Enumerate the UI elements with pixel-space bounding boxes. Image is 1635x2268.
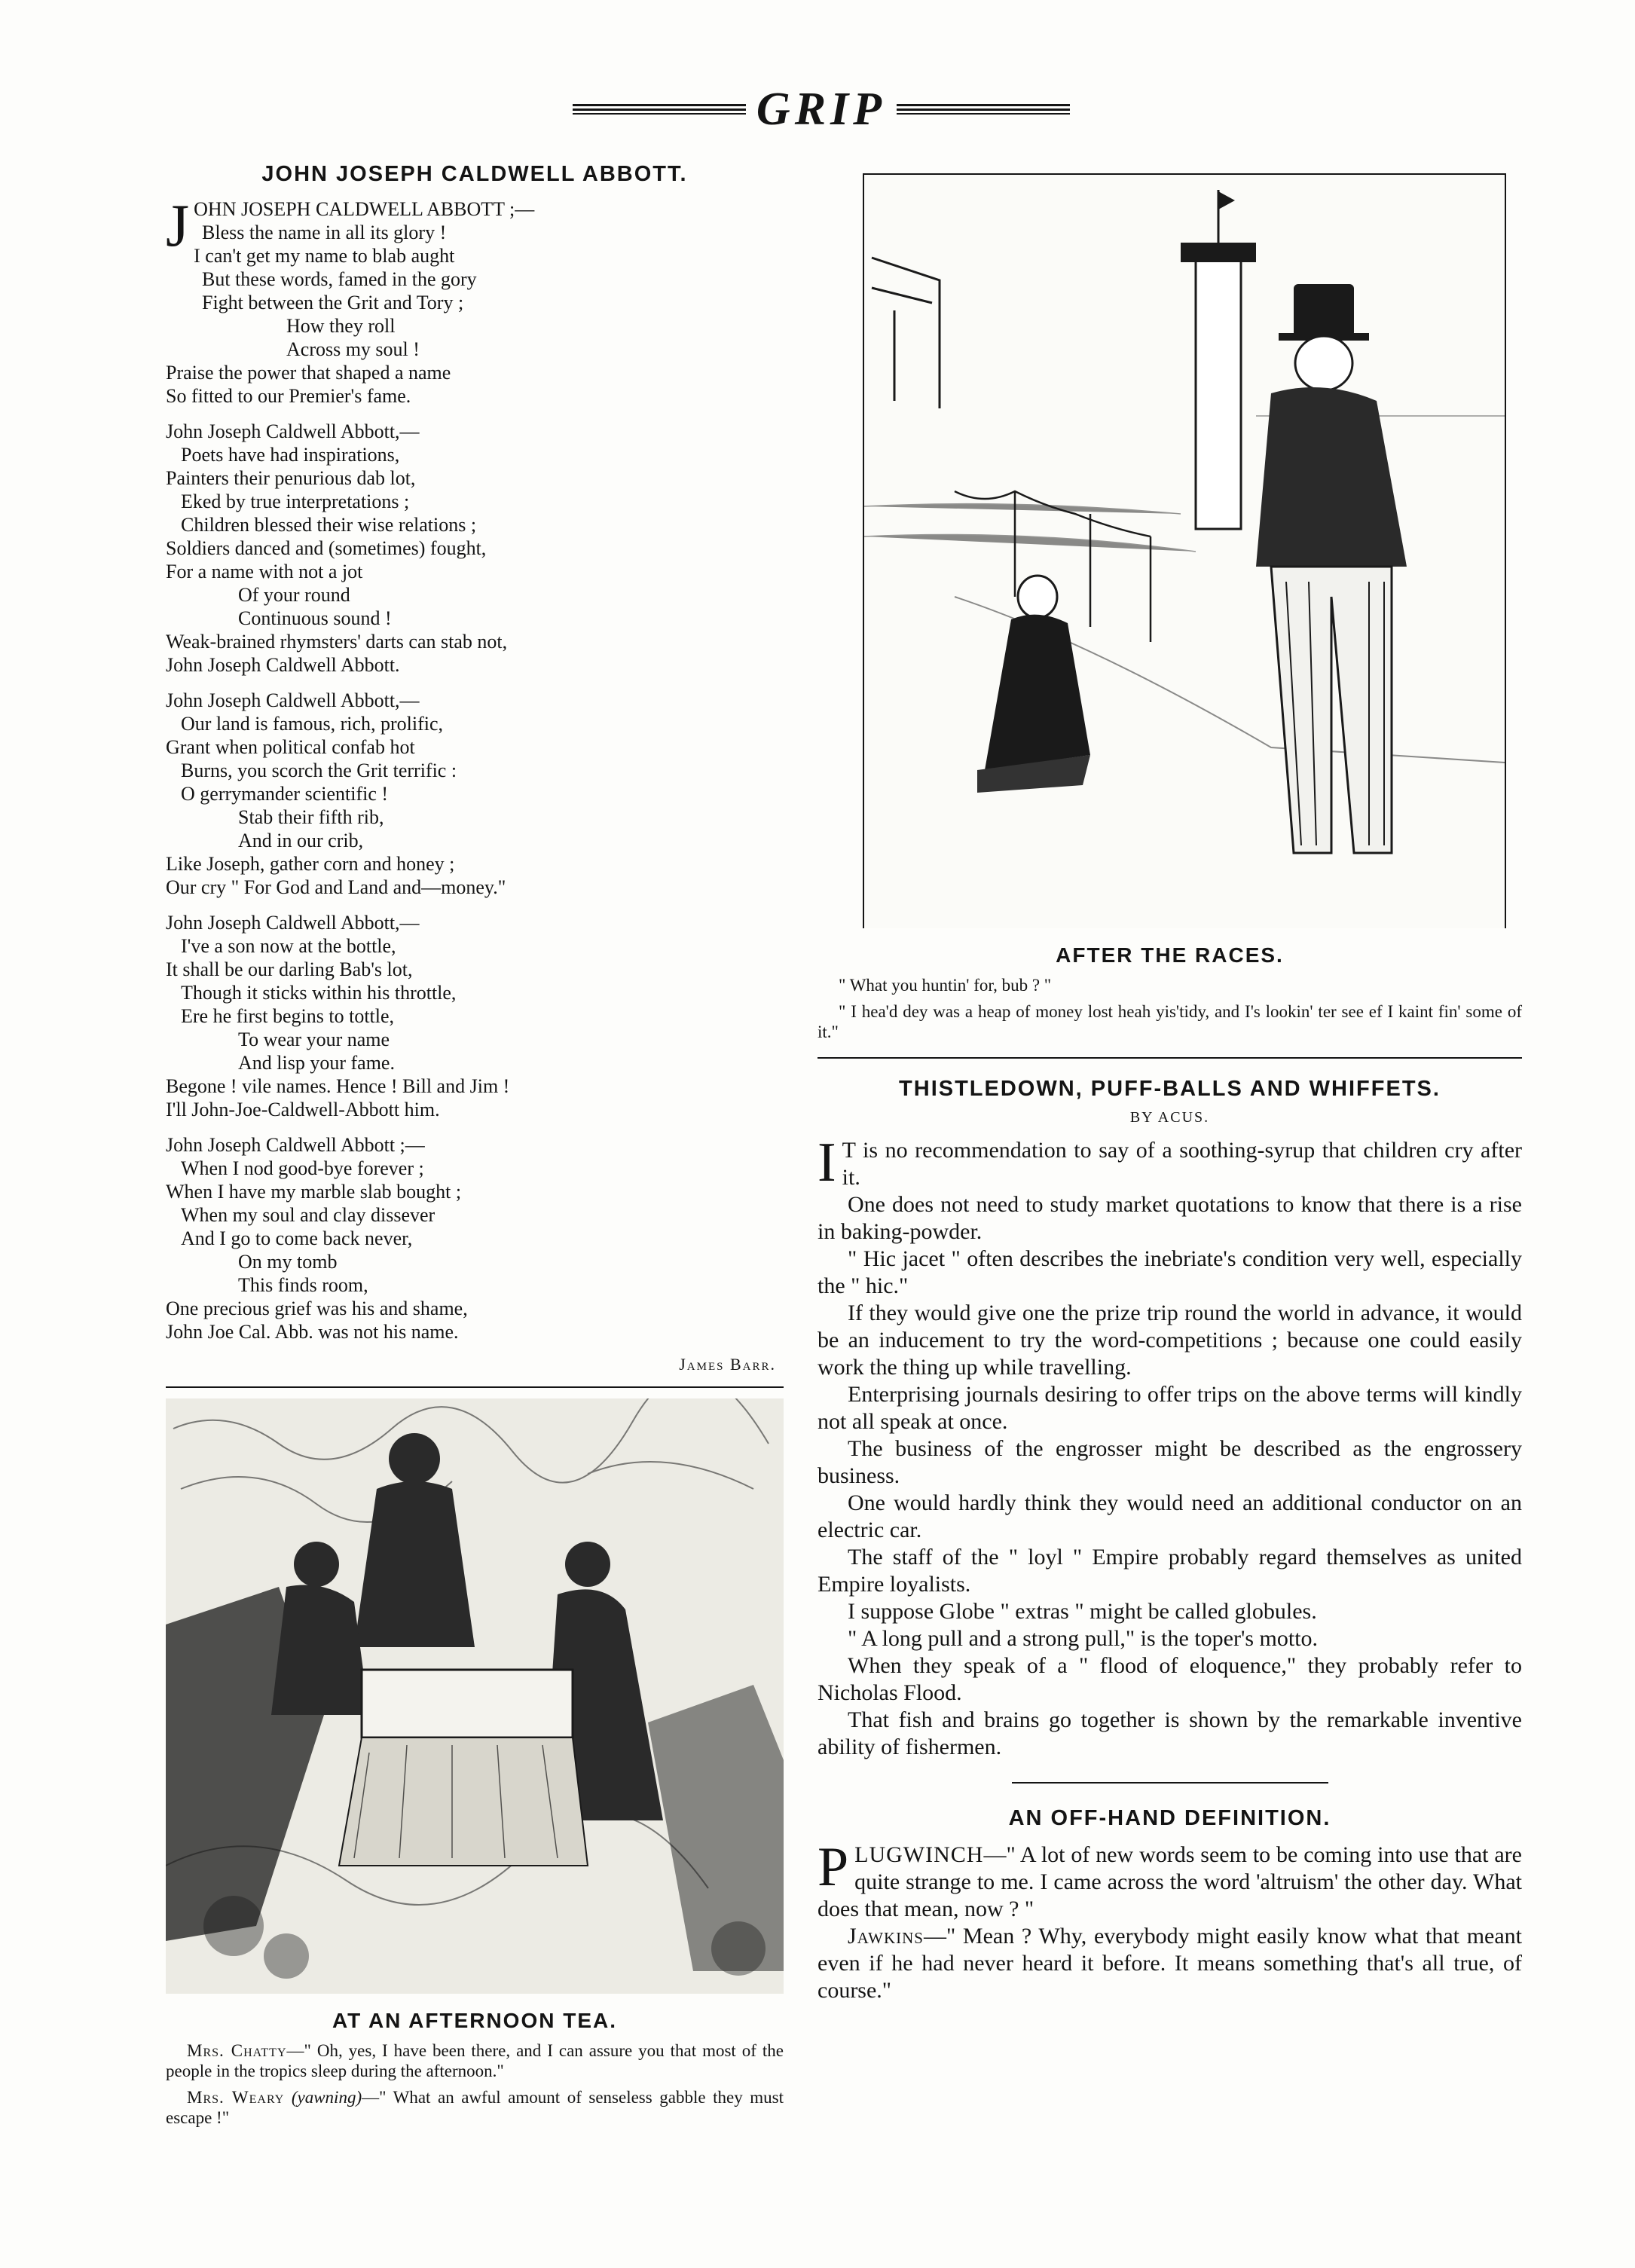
poem-line: Begone ! vile names. Hence ! Bill and Jim ! [166,1075,510,1097]
poem-line: To wear your name [238,1029,390,1050]
thistledown-paragraph: The business of the engrosser might be described as the engrossery business. [818,1436,1522,1488]
poem-line: I can't get my name to blab aught [194,245,455,267]
poem-line: Stab their fifth rib, [238,806,384,828]
tea-dialog-2 [166,2087,784,2128]
tea-aside-2: (yawning) [291,2088,362,2107]
poem-line: Across my soul ! [286,338,420,360]
poem-line: Poets have had inspirations, [181,444,400,466]
poem-line: When I nod good-bye forever ; [181,1157,424,1179]
poem-line: Painters their penurious dab lot, [166,467,416,489]
poem-line: O gerrymander scientific ! [181,783,389,805]
afternoon-tea-drawing [166,1398,784,1994]
gentleman-figure [1256,284,1407,853]
tea-line-1: —" Oh, yes, I have been there, and I can assure you that most of the people in the tropics sleep during the afternoon." [166,2041,784,2080]
poem-line: Praise the power that shaped a name [166,362,451,384]
poem-line: Burns, you scorch the Grit terrific : [181,760,457,781]
poem-author: James Barr. [679,1355,776,1374]
poem-line: John Joseph Caldwell Abbott,— [166,912,420,934]
section-divider [818,1057,1522,1059]
poem-drop-cap: J [166,193,190,259]
definition-paragraph-2 [818,1923,1522,2004]
poem-line: This finds room, [238,1274,368,1296]
poem-line: John Joseph Caldwell Abbott,— [166,689,420,711]
poem-stanza [166,193,784,408]
thistledown-byline: BY ACUS. [1129,1109,1210,1126]
thistledown-paragraph: Enterprising journals desiring to offer trips on the above terms will kindly not all speak at once. [818,1382,1522,1434]
poem-line: Children blessed their wise relations ; [181,514,477,536]
thistledown-paragraph: If they would give one the prize trip round the world in advance, it would be an inducement to try the word-competitions ; because one could easily work the thing up while travelling. [818,1301,1522,1380]
thistledown-paragraph: I suppose Globe " extras " might be called globules. [848,1599,1317,1624]
tea-speaker-2: Mrs. Weary [187,2088,285,2107]
poem-line: Eked by true interpretations ; [181,491,410,512]
poem-line: And I go to come back never, [181,1227,413,1249]
poem-line: For a name with not a jot [166,561,363,582]
afternoon-tea-illustration [166,1398,784,1994]
boy-figure [977,576,1090,793]
poem-stanza [166,689,784,899]
thistledown-paragraph: " Hic jacet " often describes the inebriate's condition very well, especially the " hic." [818,1246,1522,1298]
poem-line: Our land is famous, rich, prolific, [181,713,444,735]
poem-line: Soldiers danced and (sometimes) fought, [166,537,487,559]
poem-title: JOHN JOSEPH CALDWELL ABBOTT. [261,162,688,186]
poem-stanza [166,420,784,677]
poem-line: It shall be our darling Bab's lot, [166,958,413,980]
masthead-title: GRIP [756,84,887,135]
poem-line: John Joseph Caldwell Abbott,— [166,420,420,442]
poem-line: On my tomb [238,1251,338,1273]
masthead-rule-left [573,104,746,115]
poem-line: How they roll [286,315,396,337]
poem-line: Bless the name in all its glory ! [202,222,447,243]
thistledown-paragraph: When they speak of a " flood of eloquence," they probably refer to Nicholas Flood. [818,1653,1522,1705]
poem-line: When my soul and clay dissever [181,1204,435,1226]
after-races-illustration [863,173,1506,928]
poem-stanza [166,1133,784,1343]
thistledown-paragraph: The staff of the " loyl " Empire probably regard themselves as united Empire loyalists. [818,1545,1522,1597]
tea-line-2: —" What an awful amount of senseless gabble they must escape !" [166,2088,784,2127]
thistledown-paragraph: " A long pull and a strong pull," is the toper's motto. [848,1626,1319,1651]
definition-line-1: —" A lot of new words seem to be coming into use that are quite strange to me. I came across the word 'altruism' the other day. What does that mean, now ? " [818,1842,1522,1921]
definition-line-2: —" Mean ? Why, everybody might easily know what that meant even if he had never heard it before. It means something that's all true, of course." [818,1924,1522,2003]
poem-line: John Joseph Caldwell Abbott. [166,654,400,676]
thistledown-paragraph: That fish and brains go together is shown by the remarkable inventive ability of fishermen. [818,1707,1522,1759]
poem-line: Fight between the Grit and Tory ; [202,292,464,313]
poem-line: Like Joseph, gather corn and honey ; [166,853,455,875]
poem-line: One precious grief was his and shame, [166,1298,468,1319]
thistledown-paragraph [818,1132,1522,1194]
poem-line: I'll John-Joe-Caldwell-Abbott him. [166,1099,440,1120]
section-divider [1012,1782,1328,1784]
definition-speaker-2: Jawkins [848,1924,924,1949]
poem-line: John Joseph Caldwell Abbott ;— [166,1134,425,1156]
thistledown-title: THISTLEDOWN, PUFF-BALLS AND WHIFFETS. [899,1077,1441,1101]
poem-line: John Joe Cal. Abb. was not his name. [166,1321,459,1343]
right-column [818,162,1522,2004]
races-line-2: " I hea'd dey was a heap of money lost heah yis'tidy, and I's lookin' ter see ef I kaint fin' some of it." [818,1002,1522,1041]
poem-line: OHN JOSEPH CALDWELL ABBOTT ;— [194,198,535,220]
poem-line: Ere he first begins to tottle, [181,1005,395,1027]
masthead [0,75,1635,143]
after-races-drawing [864,175,1505,928]
poem-line: And lisp your fame. [238,1052,395,1074]
poem [166,193,784,1376]
thistledown-paragraph: One would hardly think they would need an additional conductor on an electric car. [818,1490,1522,1542]
poem-line: Continuous sound ! [238,607,392,629]
poem-line: Our cry " For God and Land and—money." [166,876,506,898]
tea-speaker-1: Mrs. Chatty [187,2041,287,2060]
masthead-rule-right [897,104,1070,115]
poem-line: Of your round [238,584,350,606]
poem-line: And in our crib, [238,830,364,851]
races-line-1: " What you huntin' for, bub ? " [839,976,1052,995]
poem-line: So fitted to our Premier's fame. [166,385,411,407]
definition-title: AN OFF-HAND DEFINITION. [1008,1806,1331,1830]
poem-line: I've a son now at the bottle, [181,935,396,957]
poem-line: Grant when political confab hot [166,736,415,758]
poem-line: When I have my marble slab bought ; [166,1181,462,1203]
definition-speaker-1: LUGWINCH [854,1842,984,1867]
definition-drop-cap: P [818,1836,849,1898]
thistledown-text: T is no recommendation to say of a soothing-syrup that children cry after it. [842,1138,1522,1190]
poem-line: But these words, famed in the gory [202,268,477,290]
section-divider [166,1386,784,1388]
races-caption: AFTER THE RACES. [1056,943,1284,967]
poem-line: Weak-brained rhymsters' darts can stab not, [166,631,508,653]
thistledown-drop-cap: I [818,1132,836,1194]
left-column [166,162,784,2134]
poem-line: Though it sticks within his throttle, [181,982,457,1004]
definition-paragraph-1 [818,1836,1522,1923]
tea-dialog-1 [166,2040,784,2081]
thistledown-paragraph: One does not need to study market quotations to know that there is a rise in baking-powder. [818,1192,1522,1244]
poem-stanza [166,911,784,1121]
tea-caption: AT AN AFTERNOON TEA. [332,2009,618,2032]
